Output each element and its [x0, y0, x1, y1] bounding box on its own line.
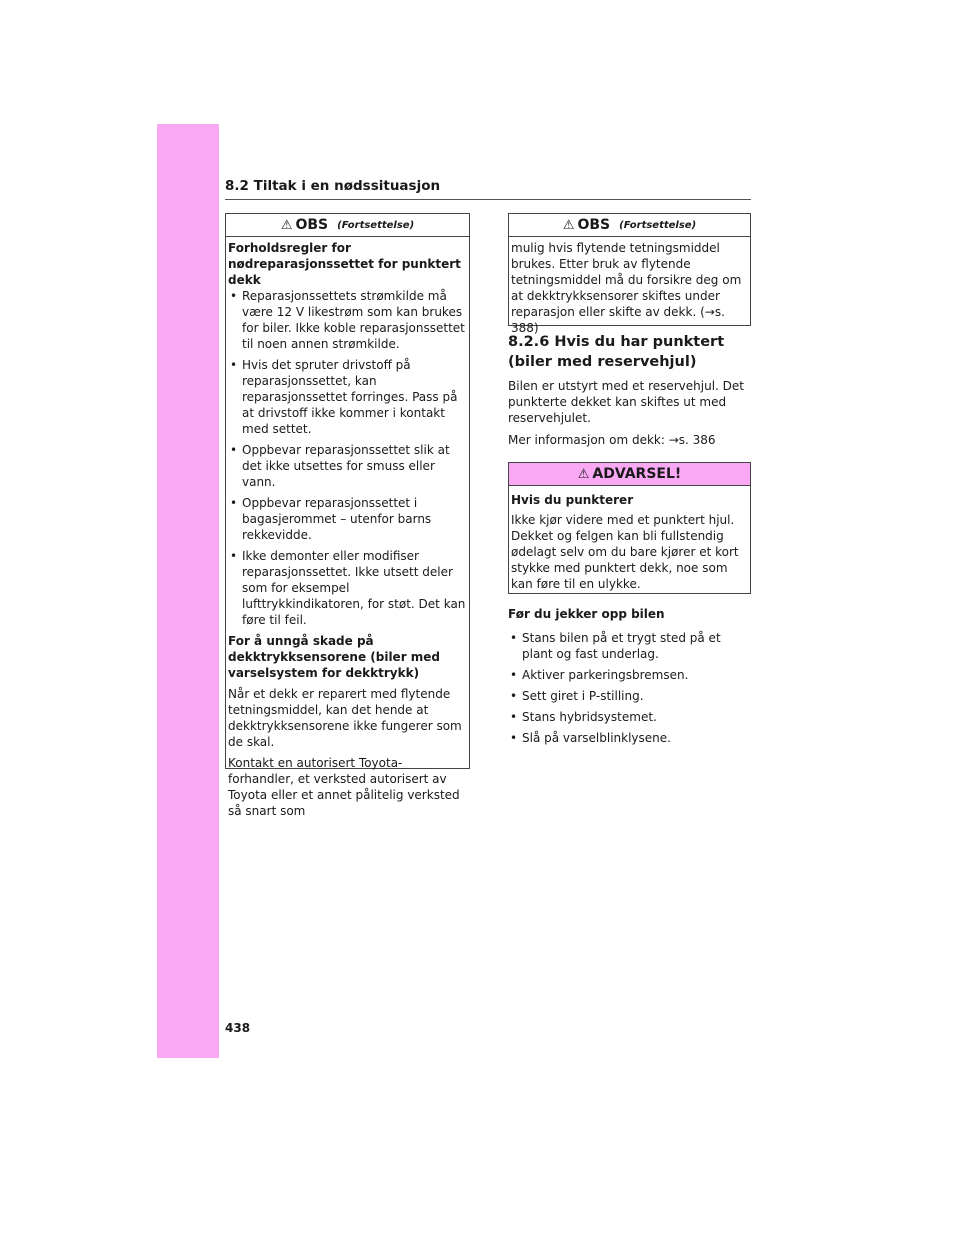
- continued-label: (Fortsettelse): [619, 219, 697, 231]
- header-divider: [225, 199, 751, 200]
- subheading: Før du jekker opp bilen: [508, 607, 665, 621]
- page-number: 438: [225, 1021, 251, 1035]
- list-item: • Ikke demonter eller modifiser reparasjonssettet. Ikke utsett deler som for eksempel lufttrykkindikatoren, for støt. Det kan føre til feil.: [228, 548, 466, 628]
- box-heading: For å unngå skade på dekktrykksensorene (biler med varselsystem for dekktrykk): [228, 634, 441, 680]
- list-item: • Hvis det spruter drivstoff på reparasjonssettet, kan reparasjonssettet forringes. Pass på at drivstoff ikke kommer i kontakt med settet.: [228, 357, 466, 437]
- page-header: 8.2 Tiltak i en nødssituasjon: [225, 178, 441, 194]
- list-item: • Oppbevar reparasjonssettet i bagasjerommet – utenfor barns rekkevidde.: [228, 495, 466, 543]
- list-item: • Slå på varselblinklysene.: [508, 730, 751, 746]
- obs-box-header: [509, 214, 750, 237]
- warning-icon: ⚠: [562, 217, 575, 233]
- paragraph: Når et dekk er reparert med flytende tetningsmiddel, kan det hende at dekktrykksensorene ikke fungerer som de skal.: [228, 687, 462, 749]
- warning-icon: ⚠: [280, 217, 293, 233]
- steps-list: [508, 630, 751, 746]
- paragraph: Kontakt en autorisert Toyota-forhandler, et verksted autorisert av Toyota eller et annet pålitelig verksted så snart som: [228, 756, 460, 818]
- box-heading: Forholdsregler for nødreparasjonssettet for punktert dekk: [228, 241, 461, 287]
- warning-box: [508, 462, 751, 594]
- obs-label: OBS: [577, 217, 611, 233]
- paragraph: mulig hvis flytende tetningsmiddel brukes. Etter bruk av flytende tetningsmiddel må du forsikre deg om at dekktrykksensorer skiftes under reparasjon eller skifte av dekk. (→s. 388): [511, 241, 742, 335]
- list-item: • Oppbevar reparasjonssettet slik at det ikke utsettes for smuss eller vann.: [228, 442, 466, 490]
- paragraph: Mer informasjon om dekk: →s. 386: [508, 433, 716, 447]
- advarsel-label: ADVARSEL!: [592, 466, 682, 482]
- list-item: • Stans bilen på et trygt sted på et plant og fast underlag.: [508, 630, 751, 662]
- obs-box-left: [225, 213, 470, 818]
- obs-box-body: [226, 237, 469, 830]
- obs-box-body: [509, 237, 750, 342]
- list-item: • Reparasjonssettets strømkilde må være 12 V likestrøm som kan brukes for biler. Ikke koble reparasjonssettet til noen annen strømkilde.: [228, 288, 466, 352]
- paragraph: Bilen er utstyrt med et reservehjul. Det punkterte dekket kan skiftes ut med reservehjulet.: [508, 379, 745, 425]
- precaution-list: [228, 288, 466, 628]
- warning-icon: ⚠: [577, 466, 590, 482]
- warning-box-body: [509, 486, 750, 598]
- before-jacking: [508, 606, 751, 751]
- list-item: • Sett giret i P-stilling.: [508, 688, 751, 704]
- box-heading: Hvis du punkterer: [511, 493, 634, 507]
- section-intro: [508, 378, 751, 454]
- paragraph: Ikke kjør videre med et punktert hjul. Dekket og felgen kan bli fullstendig ødelagt selv om du bare kjører et kort stykke med punktert dekk, noe som kan føre til en ulykke.: [511, 513, 739, 591]
- list-item: • Stans hybridsystemet.: [508, 709, 751, 725]
- list-item: • Aktiver parkeringsbremsen.: [508, 667, 751, 683]
- obs-label: OBS: [295, 217, 329, 233]
- continued-label: (Fortsettelse): [337, 219, 415, 231]
- obs-box-right: [508, 213, 751, 335]
- obs-box-header: [226, 214, 469, 237]
- side-tab-bar: [157, 124, 219, 1058]
- section-title: 8.2.6 Hvis du har punktert (biler med reservehjul): [508, 334, 725, 370]
- warning-box-header: [509, 463, 750, 486]
